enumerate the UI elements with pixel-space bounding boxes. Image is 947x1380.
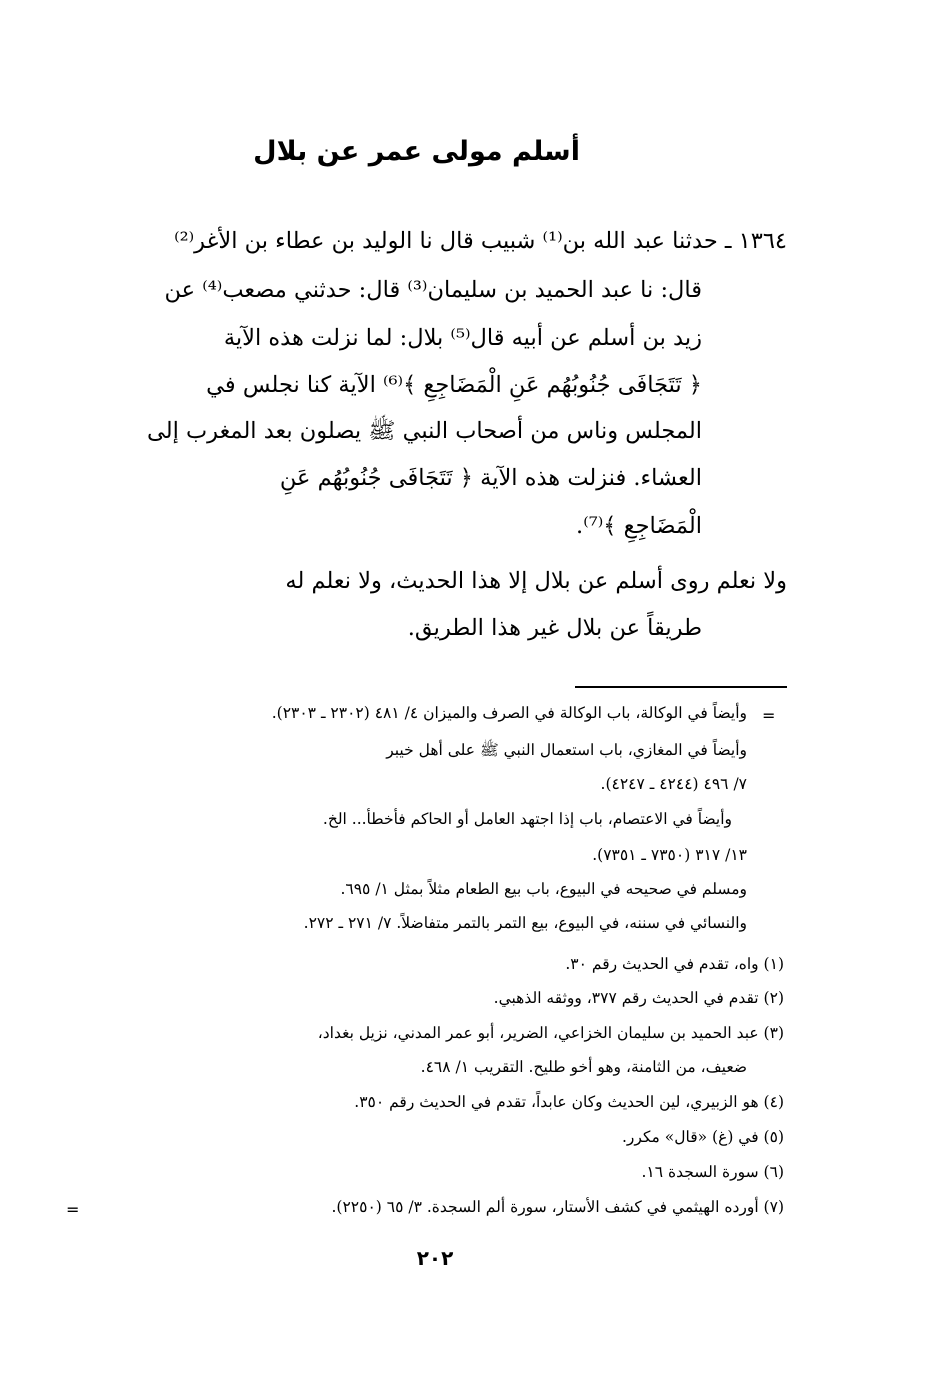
continued-note: والنسائي في سننه، في البيوع، بيع التمر بالتمر متفاضلاً. ٧/ ٢٧١ ـ ٢٧٢. — [303, 914, 747, 932]
continuation-mark: = — [762, 706, 776, 725]
commentary-line: ولا نعلم روى أسلم عن بلال إلا هذا الحديث، ولا نعلم له — [285, 568, 787, 594]
hadith-line: زيد بن أسلم عن أبيه قال⁽⁵⁾ بلال: لما نزلت هذه الآية — [223, 325, 702, 351]
footnote: (٣) عبد الحميد بن سليمان الخزاعي، الضرير، أبو عمر المدني، نزيل بغداد، — [317, 1024, 784, 1042]
footnote: (٥) في (غ) «قال» مكرر. — [621, 1128, 784, 1146]
continued-note: ١٣/ ٣١٧ (٧٣٥٠ ـ ٧٣٥١). — [592, 846, 747, 864]
continuation-mark: = — [66, 1200, 80, 1219]
hadith-line: العشاء. فنزلت هذه الآية ﴿ تَتَجَافَى جُنُوبُهُم عَنِ — [279, 465, 702, 491]
footnote: (٢) تقدم في الحديث رقم ٣٧٧، ووثقه الذهبي. — [493, 989, 784, 1007]
page-number: ٢٠٢ — [416, 1246, 454, 1270]
hadith-line: قال: نا عبد الحميد بن سليمان⁽³⁾ قال: حدثني مصعب⁽⁴⁾ عن — [164, 277, 702, 303]
hadith-line: ﴿ تَتَجَافَى جُنُوبُهُم عَنِ الْمَضَاجِعِ ﴾⁽⁶⁾ الآية كنا نجلس في — [206, 372, 702, 398]
footnote: (٤) هو الزبيري، لين الحديث وكان عابداً، تقدم في الحديث رقم ٣٥٠. — [354, 1093, 784, 1111]
continued-note: وأيضاً في المغازي، باب استعمال النبي ﷺ على أهل خيبر — [386, 741, 747, 759]
footnote: (٦) سورة السجدة ١٦. — [641, 1163, 784, 1181]
footnote-separator — [575, 686, 787, 688]
continued-note: ٧/ ٤٩٦ (٤٢٤٤ ـ ٤٢٤٧). — [600, 775, 747, 793]
footnote: ضعيف، من الثامنة، وهو أخو طليح. التقريب ١/ ٤٦٨. — [420, 1058, 747, 1076]
hadith-line: الْمَضَاجِعِ ﴾⁽⁷⁾. — [576, 513, 702, 539]
continued-note: وأيضاً في الاعتصام، باب إذا اجتهد العامل أو الحاكم فأخطأ... الخ. — [322, 810, 732, 828]
footnote: (١) واه، تقدم في الحديث رقم ٣٠. — [565, 955, 784, 973]
footnote: (٧) أورده الهيثمي في كشف الأستار، سورة ألم السجدة. ٣/ ٦٥ (٢٢٥٠). — [331, 1198, 784, 1216]
chapter-title: أسلم مولى عمر عن بلال — [253, 136, 580, 167]
commentary-line: طريقاً عن بلال غير هذا الطريق. — [407, 615, 702, 641]
hadith-line: المجلس وناس من أصحاب النبي ﷺ يصلون بعد المغرب إلى — [146, 418, 702, 444]
continued-note: وأيضاً في الوكالة، باب الوكالة في الصرف والميزان ٤/ ٤٨١ (٢٣٠٢ ـ ٢٣٠٣). — [271, 704, 747, 722]
hadith-line: ١٣٦٤ ـ حدثنا عبد الله بن⁽¹⁾ شبيب قال نا الوليد بن عطاء بن الأغر⁽²⁾ — [174, 228, 787, 254]
continued-note: ومسلم في صحيحه في البيوع، باب بيع الطعام مثلاً بمثل ١/ ٦٩٥. — [340, 880, 747, 898]
